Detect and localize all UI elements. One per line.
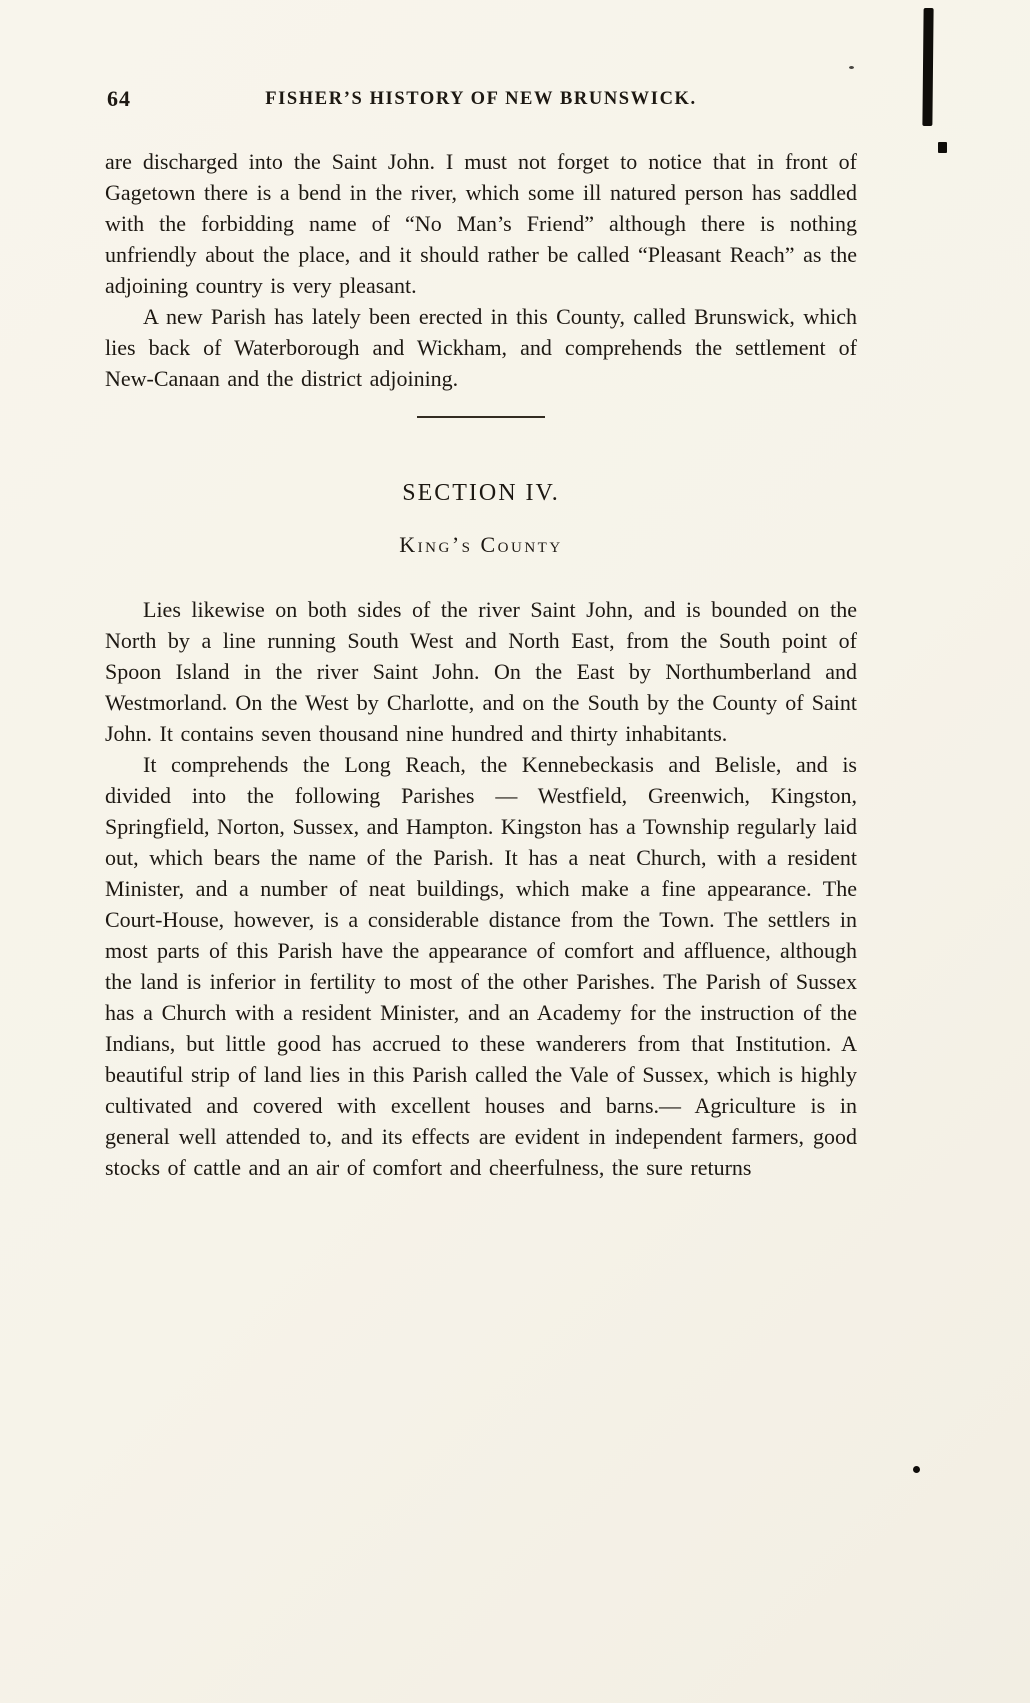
paragraph-kings-county-bounds: Lies likewise on both sides of the river Saint John, and is bounded on the North by a line running South West and North East, from the South point of Spoon Island in the river Saint John. On the East by Northumberland and Westmorland. On the West by Charlotte, and on the South by the County of Saint John. It contains seven thousand nine hundred and thirty inhabitants. — [105, 597, 857, 746]
paragraph-kings-county-parishes: It comprehends the Long Reach, the Kennebeckasis and Belisle, and is divided into the following Parishes — Westfield, Greenwich, Kingston, Springfield, Norton, Sussex, and Hampton. Kingston has a Township regularly laid out, which bears the name of the Parish. It has a neat Church, with a resident Minister, and a number of neat buildings, which make a fine appearance. The Court-House, however, is a considerable distance from the Town. The settlers in most parts of this Parish have the appearance of comfort and affluence, although the land is inferior in fertility to most of the other Parishes. The Parish of Sussex has a Church with a resident Minister, and an Academy for the instruction of the Indians, but little good has accrued to these wanderers from that Institution. A beautiful strip of land lies in this Parish called the Vale of Sussex, which is highly cultivated and covered with excellent houses and barns.— Agriculture is in general well attended to, and its effects are evident in independent farmers, good stocks of cattle and an air of comfort and cheerfulness, the sure returns — [105, 752, 857, 1180]
page-number: 64 — [107, 86, 131, 111]
scan-artifact-speck — [849, 66, 854, 69]
paragraph-discharged-saint-john: are discharged into the Saint John. I must not forget to notice that in front of Gagetown there is a bend in the river, which some ill natured person has saddled with the forbidding name of “No Man’s Friend” although there is nothing unfriendly about the place, and it should rather be called “Pleasant Reach” as the adjoining country is very pleasant. — [105, 149, 857, 298]
scan-artifact-ink-bar — [922, 8, 933, 126]
page-header — [105, 86, 857, 114]
running-title: FISHER’S HISTORY OF NEW BRUNSWICK. — [265, 89, 697, 109]
paragraph-new-parish-brunswick: A new Parish has lately been erected in this County, called Brunswick, which lies back of Waterborough and Wickham, and comprehends the settlement of New-Canaan and the district adjoining. — [105, 304, 857, 391]
section-heading: SECTION IV. — [402, 480, 560, 506]
section-divider-rule — [417, 416, 545, 418]
section-subheading: King’s County — [399, 532, 563, 557]
scan-artifact-ink-chip — [938, 142, 947, 153]
text-column — [105, 86, 857, 1183]
scan-artifact-dot — [913, 1466, 920, 1473]
